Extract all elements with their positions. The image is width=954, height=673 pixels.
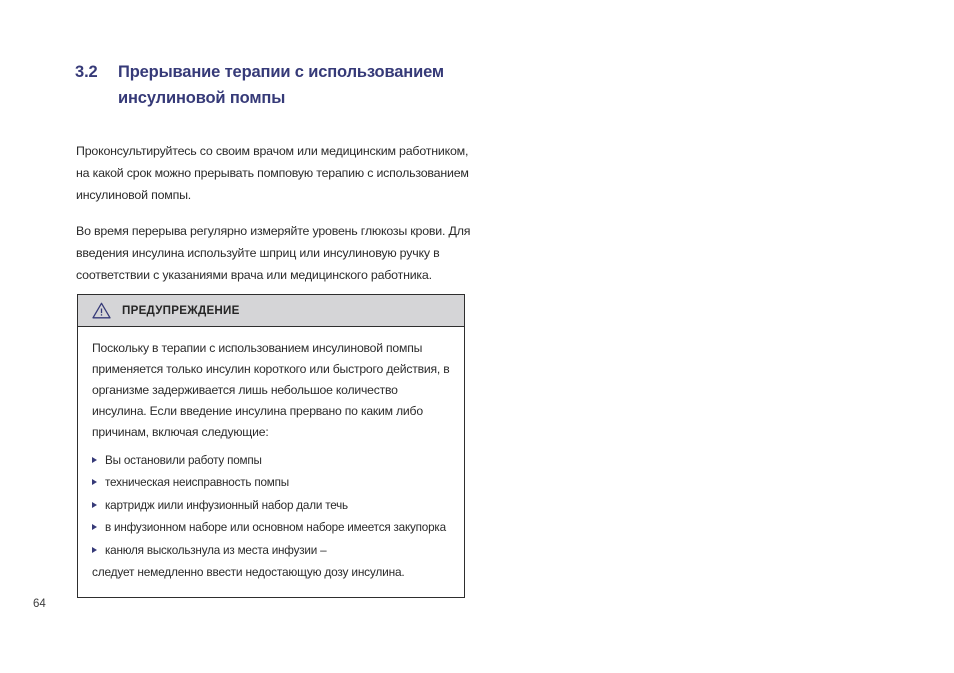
list-item [92, 518, 450, 537]
warning-box-title: ПРЕДУПРЕЖДЕНИЕ [122, 304, 240, 317]
list-item-label: канюля выскользнула из места инфузии – [105, 543, 327, 557]
list-item-label: картридж иили инфузионный набор дали течь [105, 498, 348, 512]
triangle-bullet-icon [92, 479, 97, 485]
list-item [92, 541, 450, 560]
body-paragraph-1: Проконсультируйтесь со своим врачом или медицинским работником, на какой срок можно прерывать помповую терапию с использованием инсулиновой помпы. [76, 144, 469, 203]
triangle-bullet-icon [92, 457, 97, 463]
list-item-label: в инфузионном наборе или основном наборе имеется закупорка [105, 521, 446, 535]
warning-box-body [78, 327, 464, 597]
page-number: 64 [33, 598, 46, 610]
body-paragraph-2: Во время перерыва регулярно измеряйте уровень глюкозы крови. Для введения инсулина используйте шприц или инсулиновую ручку в соответствии с указаниями врача или медицинского работника. [76, 224, 471, 283]
warning-triangle-icon [92, 302, 111, 319]
triangle-bullet-icon [92, 547, 97, 553]
list-item [92, 451, 450, 470]
warning-intro-text: Поскольку в терапии с использованием инсулиновой помпы применяется только инсулин короткого или быстрого действия, в организме задерживается лишь небольшое количество инсулина. Если введение инсулина прервано по каким либо причинам, включая следующие: [92, 341, 450, 439]
list-item-label: Вы остановили работу помпы [105, 453, 262, 467]
page-title [75, 60, 495, 111]
list-item [92, 473, 450, 492]
triangle-bullet-icon [92, 502, 97, 508]
warning-bullet-list [92, 451, 450, 560]
section-number: 3.2 [75, 63, 98, 81]
list-item-label: техническая неисправность помпы [105, 476, 289, 490]
triangle-bullet-icon [92, 524, 97, 530]
warning-closing-text: следует немедленно ввести недостающую дозу инсулина. [92, 565, 405, 580]
warning-box [77, 294, 465, 598]
section-title: Прерывание терапии с использованием инсулиновой помпы [118, 63, 444, 107]
list-item [92, 496, 450, 515]
warning-box-header [78, 295, 464, 327]
